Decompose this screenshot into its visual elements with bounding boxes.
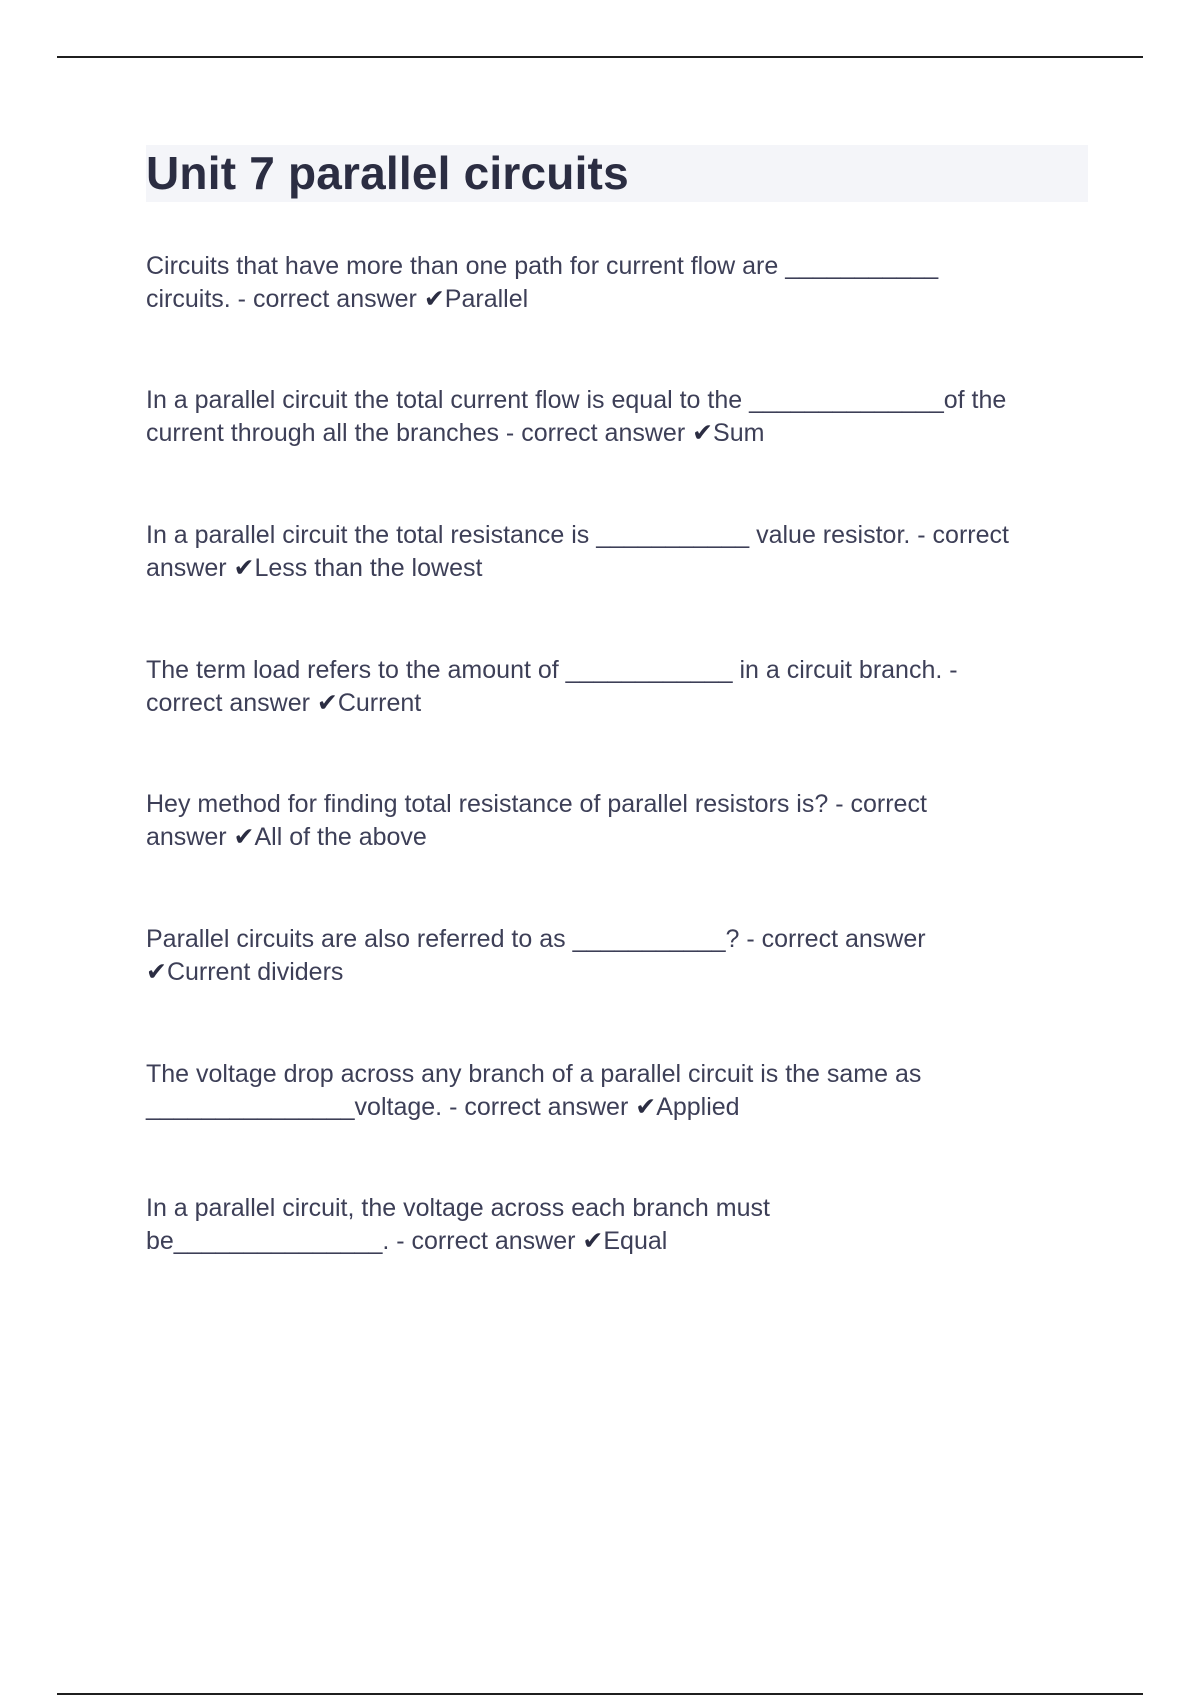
question-line-2: correct answer [146,689,317,717]
check-icon: ✔ [582,1227,604,1255]
qa-item [146,1058,1096,1124]
question-line-2: answer [146,554,234,582]
question-line-1: In a parallel circuit the total current flow is equal to the ______________of the [146,386,1007,414]
qa-item [146,250,1096,316]
question-line-1: In a parallel circuit, the voltage across each branch must [146,1194,770,1222]
qa-item [146,519,1096,585]
qa-item [146,788,1096,854]
top-rule [57,56,1143,58]
question-line-1: In a parallel circuit the total resistance is ___________ value resistor. - correct [146,521,1009,549]
answer-text: Less than the lowest [254,554,483,582]
check-icon: ✔ [316,689,338,717]
bottom-rule [57,1693,1143,1695]
question-line-1: Circuits that have more than one path for current flow are ___________ [146,252,939,280]
qa-item [146,923,1096,989]
question-line-2: be_______________. - correct answer [146,1227,583,1255]
question-line-1: The voltage drop across any branch of a parallel circuit is the same as [146,1060,922,1088]
answer-text: All of the above [254,823,427,851]
qa-item [146,384,1096,450]
question-line-1: The term load refers to the amount of ____________ in a circuit branch. - [146,656,958,684]
question-line-1: Parallel circuits are also referred to as ___________? - correct answer [146,925,926,953]
check-icon: ✔ [146,958,167,986]
page-title: Unit 7 parallel circuits [146,147,629,199]
check-icon: ✔ [692,419,714,447]
answer-text: Applied [656,1093,740,1121]
question-line-2: answer [146,823,234,851]
question-line-2: current through all the branches - correct answer [146,419,693,447]
check-icon: ✔ [635,1093,657,1121]
answer-text: Equal [603,1227,668,1255]
check-icon: ✔ [233,554,255,582]
answer-text: Sum [713,419,765,447]
qa-item [146,654,1096,720]
check-icon: ✔ [423,285,445,313]
check-icon: ✔ [233,823,255,851]
answer-text: Parallel [444,285,529,313]
qa-item [146,1192,1096,1258]
answer-text: Current dividers [166,958,344,986]
question-line-2: circuits. - correct answer [146,285,424,313]
question-line-1: Hey method for finding total resistance of parallel resistors is? - correct [146,790,927,818]
answer-text: Current [337,689,422,717]
question-line-2: _______________voltage. - correct answer [146,1093,636,1121]
